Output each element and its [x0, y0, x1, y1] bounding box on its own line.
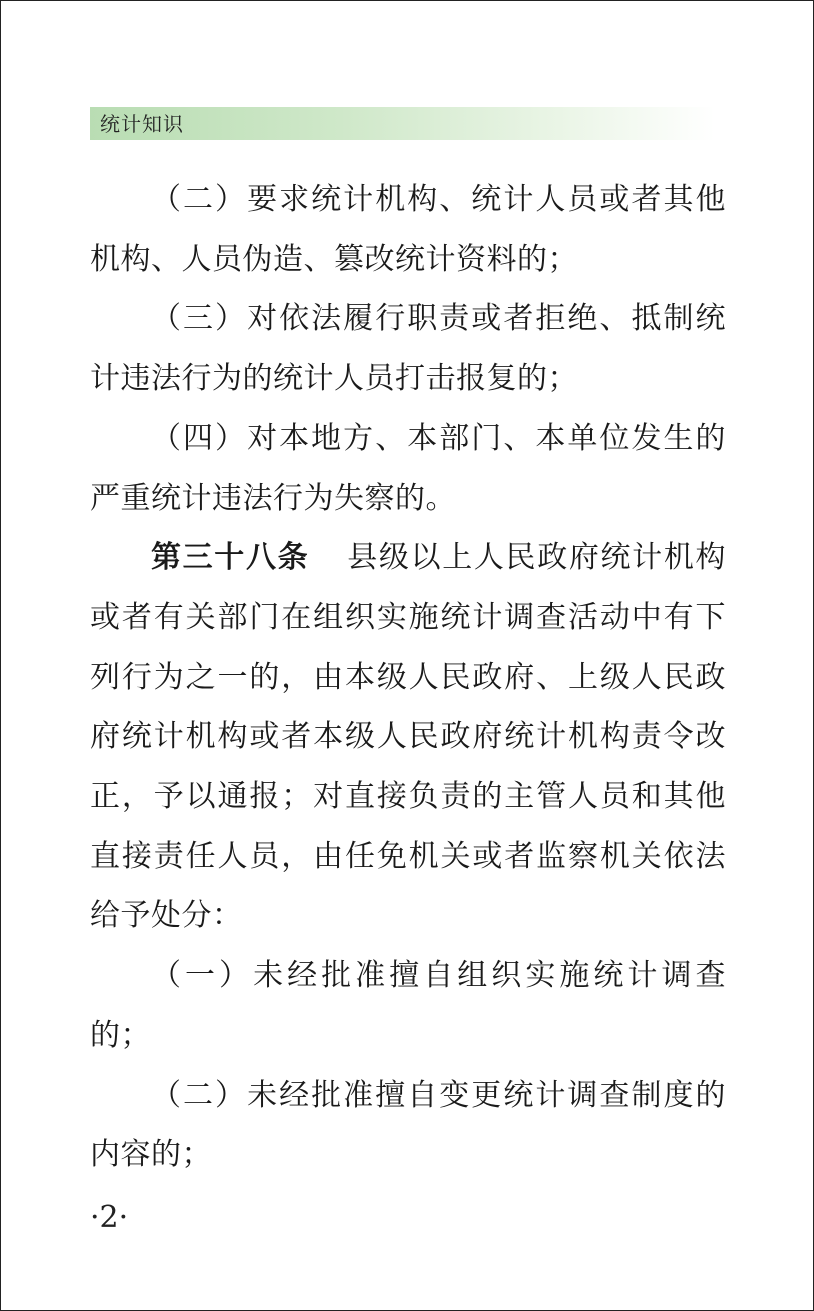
paragraph-item-2b: （二）未经批准擅自变更统计调查制度的内容的；: [90, 1077, 726, 1173]
article-38-paragraph: [90, 528, 726, 946]
paragraph-item-1: （一）未经批准擅自组织实施统计调查的；: [90, 958, 726, 1053]
paragraph-item-2: （二）要求统计机构、统计人员或者其他机构、人员伪造、篡改统计资料的；: [90, 182, 726, 277]
paragraph-item-3: （三）对依法履行职责或者拒绝、抵制统计违法行为的统计人员打击报复的；: [90, 301, 726, 397]
article-38-text: 县级以上人民政府统计机构或者有关部门在组织实施统计调查活动中有下列行为之一的，由本级人民政府、上级人民政府统计机构或者本级人民政府统计机构责令改正，予以通报；对直接负责的主管人员和其他直接责任人员，由任免机关或者监察机关依法给予处分：: [90, 540, 726, 934]
body-text: [90, 170, 726, 1185]
page-number: ·2·: [90, 1200, 129, 1235]
article-number: 第三十八条: [151, 540, 310, 576]
section-header-label: 统计知识: [100, 112, 184, 136]
paragraph-item-4: （四）对本地方、本部门、本单位发生的严重统计违法行为失察的。: [90, 420, 726, 516]
